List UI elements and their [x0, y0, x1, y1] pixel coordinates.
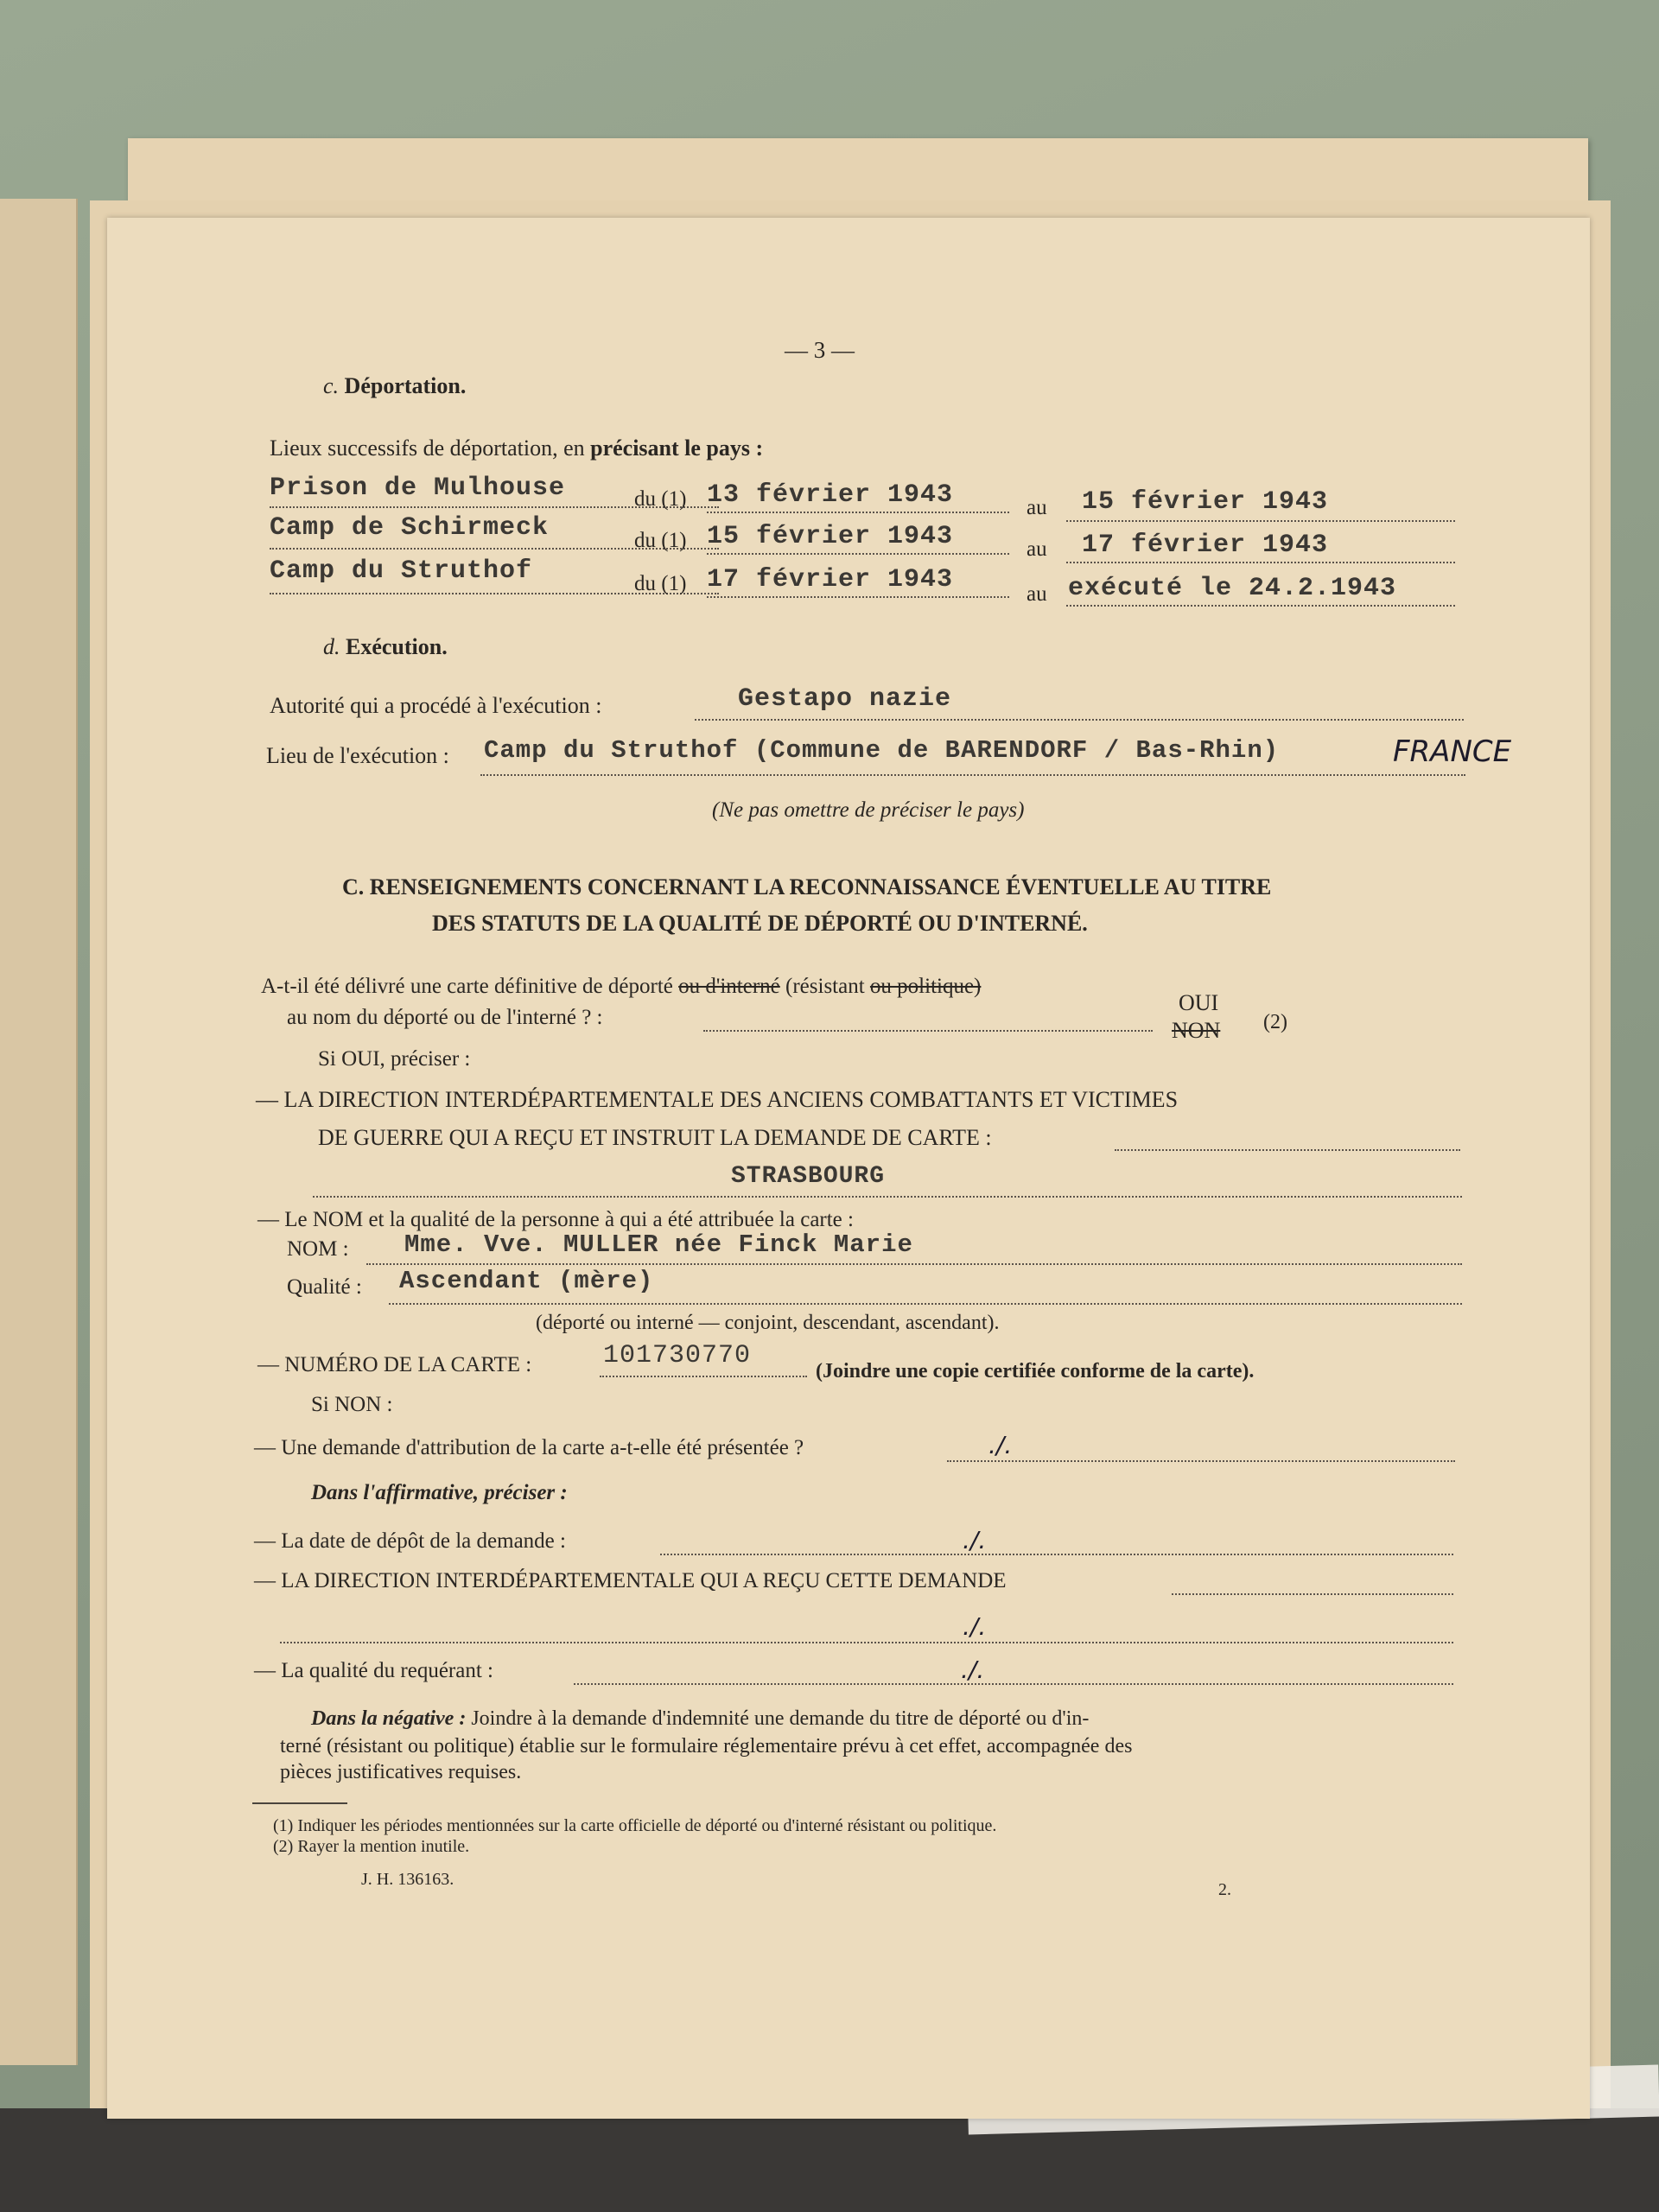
- left-page-edge: [0, 199, 78, 2065]
- deportation-row-from: 15 février 1943: [707, 522, 954, 551]
- dotted-line: [707, 596, 1009, 598]
- dotted-line: [480, 774, 1465, 776]
- section-c-title-2: DES STATUTS DE LA QUALITÉ DE DÉPORTÉ OU D'INTERNÉ.: [432, 911, 1088, 936]
- numero-note: (Joindre une copie certifiée conforme de la carte).: [816, 1360, 1255, 1382]
- dotted-line: [313, 1196, 1462, 1198]
- dotted-line: [574, 1683, 1453, 1685]
- negative-paragraph-3: pièces justificatives requises.: [280, 1761, 522, 1783]
- execution-note: (Ne pas omettre de préciser le pays): [712, 798, 1025, 822]
- direction-value: STRASBOURG: [731, 1163, 886, 1190]
- to-label: au: [1027, 537, 1047, 561]
- dotted-line: [600, 1376, 807, 1377]
- from-label: du (1): [634, 529, 687, 552]
- nom-qualite-label: — Le NOM et la qualité de la personne à qui a été attribuée la carte :: [257, 1208, 854, 1231]
- dotted-line: [366, 1263, 1462, 1265]
- page-mark: 2.: [1218, 1880, 1231, 1899]
- nom-label: NOM :: [287, 1237, 349, 1261]
- deportation-row-to: 15 février 1943: [1082, 487, 1329, 517]
- card-question: A-t-il été délivré une carte définitive de déporté ou d'interné (résistant ou politique): [261, 975, 982, 998]
- to-label: au: [1027, 582, 1047, 606]
- nom-value: Mme. Vve. MULLER née Finck Marie: [404, 1230, 913, 1259]
- deportation-row-from: 13 février 1943: [707, 480, 954, 510]
- footnote-1: (1) Indiquer les périodes mentionnées sur la carte officielle de déporté ou d'interné résistant ou politique.: [273, 1816, 997, 1835]
- dotted-line: [703, 1030, 1153, 1032]
- print-reference: J. H. 136163.: [361, 1870, 454, 1889]
- table-surface: [0, 2108, 1659, 2212]
- from-label: du (1): [634, 572, 687, 595]
- from-label: du (1): [634, 487, 687, 511]
- dotted-line: [1172, 1593, 1453, 1595]
- dotted-line: [1066, 520, 1455, 522]
- dotted-line: [947, 1460, 1455, 1462]
- si-non: Si NON :: [311, 1393, 393, 1416]
- footnote-rule: [252, 1802, 347, 1804]
- direction-label: — LA DIRECTION INTERDÉPARTEMENTALE DES ANCIENS COMBATTANTS ET VICTIMES: [256, 1087, 1179, 1112]
- deportation-row-place: Camp du Struthof: [270, 556, 533, 586]
- dotted-line: [1115, 1149, 1460, 1151]
- option-non: NON: [1172, 1018, 1221, 1043]
- execution-heading: d. Exécution.: [323, 634, 448, 659]
- deportation-row-place: Camp de Schirmeck: [270, 513, 550, 543]
- deportation-row-from: 17 février 1943: [707, 565, 954, 594]
- dotted-line: [660, 1554, 1453, 1555]
- page-number: — 3 —: [785, 337, 855, 363]
- demande-label: — Une demande d'attribution de la carte a-t-elle été présentée ?: [254, 1436, 804, 1459]
- dotted-line: [707, 553, 1009, 555]
- si-oui: Si OUI, préciser :: [318, 1047, 471, 1071]
- date-value: ./.: [963, 1526, 987, 1554]
- footnote-2: (2) Rayer la mention inutile.: [273, 1837, 470, 1856]
- direction2-label: — LA DIRECTION INTERDÉPARTEMENTALE QUI A REÇU CETTE DEMANDE: [254, 1569, 1007, 1592]
- dotted-line: [280, 1642, 1453, 1643]
- dotted-line: [1066, 605, 1455, 607]
- date-label: — La date de dépôt de la demande :: [254, 1529, 566, 1553]
- card-question-2: au nom du déporté ou de l'interné ? :: [287, 1006, 603, 1029]
- handwritten-country: FRANCE: [1393, 734, 1512, 769]
- direction-label-2: DE GUERRE QUI A REÇU ET INSTRUIT LA DEMANDE DE CARTE :: [318, 1125, 992, 1150]
- negative-paragraph: Dans la négative : Joindre à la demande d'indemnité une demande du titre de déporté ou d'in-: [311, 1707, 1090, 1730]
- section-c-title: C. RENSEIGNEMENTS CONCERNANT LA RECONNAISSANCE ÉVENTUELLE AU TITRE: [342, 874, 1272, 899]
- form-page: [107, 218, 1590, 2119]
- execution-place-value: Camp du Struthof (Commune de BARENDORF / Bas-Rhin): [484, 736, 1280, 765]
- affirmative-label: Dans l'affirmative, préciser :: [311, 1481, 568, 1504]
- direction2-value: ./.: [963, 1612, 987, 1641]
- negative-paragraph-2: terné (résistant ou politique) établie sur le formulaire réglementaire prévu à cet effet, accompagnée des: [280, 1735, 1133, 1758]
- numero-label: — NUMÉRO DE LA CARTE :: [257, 1353, 532, 1376]
- dotted-line: [707, 512, 1009, 513]
- dotted-line: [1066, 562, 1455, 563]
- deportation-row-to: exécuté le 24.2.1943: [1068, 574, 1397, 603]
- authority-label: Autorité qui a procédé à l'exécution :: [270, 693, 602, 718]
- deportation-intro: Lieux successifs de déportation, en précisant le pays :: [270, 435, 764, 461]
- qualite-label: Qualité :: [287, 1275, 362, 1299]
- to-label: au: [1027, 496, 1047, 519]
- numero-value: 101730770: [603, 1341, 752, 1370]
- dotted-line: [695, 719, 1464, 721]
- qualite-note: (déporté ou interné — conjoint, descendant, ascendant).: [536, 1312, 1000, 1334]
- deportation-row-place: Prison de Mulhouse: [270, 474, 566, 503]
- requerant-value: ./.: [961, 1656, 985, 1684]
- execution-place-label: Lieu de l'exécution :: [266, 743, 449, 768]
- footnote-ref: (2): [1263, 1011, 1287, 1033]
- requerant-label: — La qualité du requérant :: [254, 1659, 493, 1682]
- demande-value: ./.: [988, 1431, 1013, 1459]
- dotted-line: [389, 1303, 1462, 1305]
- option-oui: OUI: [1179, 990, 1219, 1015]
- deportation-heading: c. Déportation.: [323, 373, 467, 398]
- authority-value: Gestapo nazie: [738, 684, 952, 714]
- deportation-row-to: 17 février 1943: [1082, 531, 1329, 560]
- qualite-value: Ascendant (mère): [399, 1267, 654, 1295]
